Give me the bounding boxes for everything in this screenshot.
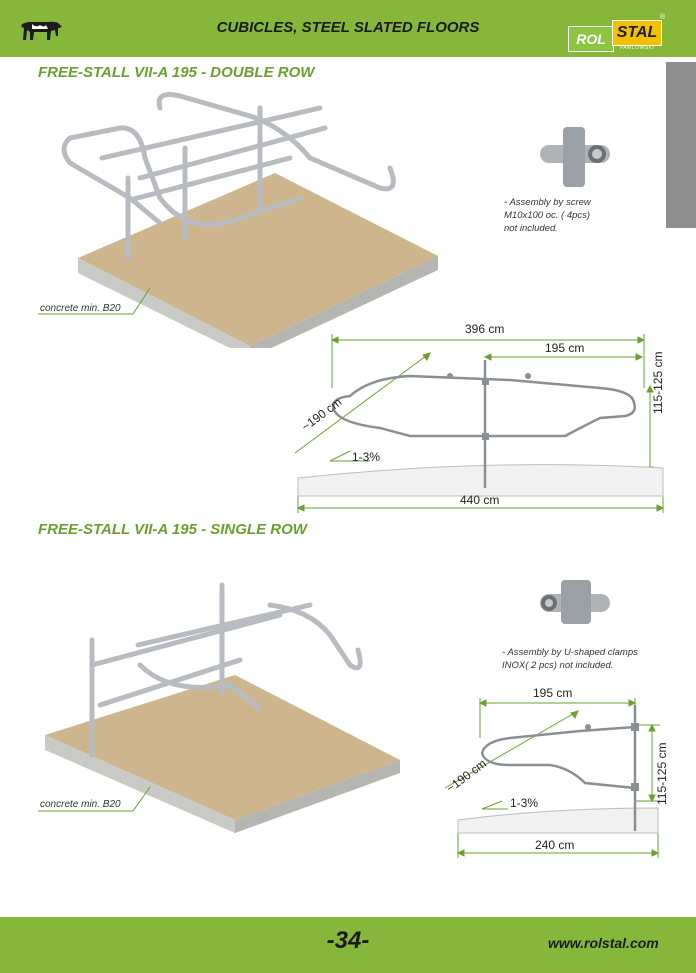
note-line: INOX( 2 pcs) not included. bbox=[502, 660, 614, 671]
dim-base: 440 cm bbox=[460, 493, 500, 507]
concrete-leader bbox=[38, 285, 158, 315]
single-row-drawing bbox=[430, 683, 670, 868]
dim-half: 195 cm bbox=[533, 686, 573, 700]
logo-rol: ROL bbox=[568, 26, 614, 52]
website-link[interactable]: www.rolstal.com bbox=[548, 935, 659, 951]
dim-diag: ~190 cm bbox=[298, 394, 345, 434]
dim-half: 195 cm bbox=[545, 341, 585, 355]
dim-slope: 1-3% bbox=[510, 796, 539, 810]
note-double-row bbox=[504, 196, 591, 235]
logo-registered: ® bbox=[660, 14, 666, 21]
section-title-double-row: FREE-STALL VII-A 195 - DOUBLE ROW bbox=[38, 64, 315, 81]
logo-sub: PAWLOWSKI bbox=[619, 45, 655, 51]
page-number: -34- bbox=[326, 927, 370, 954]
concrete-leader bbox=[38, 783, 158, 813]
note-line: - Assembly by U-shaped clamps bbox=[502, 647, 638, 658]
dim-base: 240 cm bbox=[535, 838, 575, 852]
note-line: M10x100 oc. ( 4pcs) bbox=[504, 210, 591, 221]
dim-height: 115-125 cm bbox=[651, 351, 665, 414]
header-title: CUBICLES, STEEL SLATED FLOORS bbox=[216, 19, 480, 36]
note-line: not included. bbox=[504, 223, 558, 234]
logo-stal: STAL bbox=[612, 20, 662, 46]
company-logo bbox=[568, 14, 666, 53]
footer-bar bbox=[0, 917, 696, 973]
side-tab bbox=[666, 62, 696, 228]
section-title-single-row: FREE-STALL VII-A 195 - SINGLE ROW bbox=[38, 521, 307, 538]
double-row-drawing bbox=[270, 318, 670, 523]
note-single-row bbox=[502, 646, 638, 672]
clamp-icon bbox=[535, 125, 615, 191]
concrete-label-single: concrete min. B20 bbox=[40, 799, 121, 810]
concrete-label-double: concrete min. B20 bbox=[40, 303, 121, 314]
dim-total: 396 cm bbox=[465, 322, 505, 336]
dim-slope: 1-3% bbox=[352, 450, 381, 464]
header-bar bbox=[0, 0, 696, 57]
note-line: - Assembly by screw bbox=[504, 197, 591, 208]
clamp-icon bbox=[535, 576, 615, 632]
dim-height: 115-125 cm bbox=[655, 742, 669, 805]
dim-diag: ~190 cm bbox=[443, 756, 490, 796]
